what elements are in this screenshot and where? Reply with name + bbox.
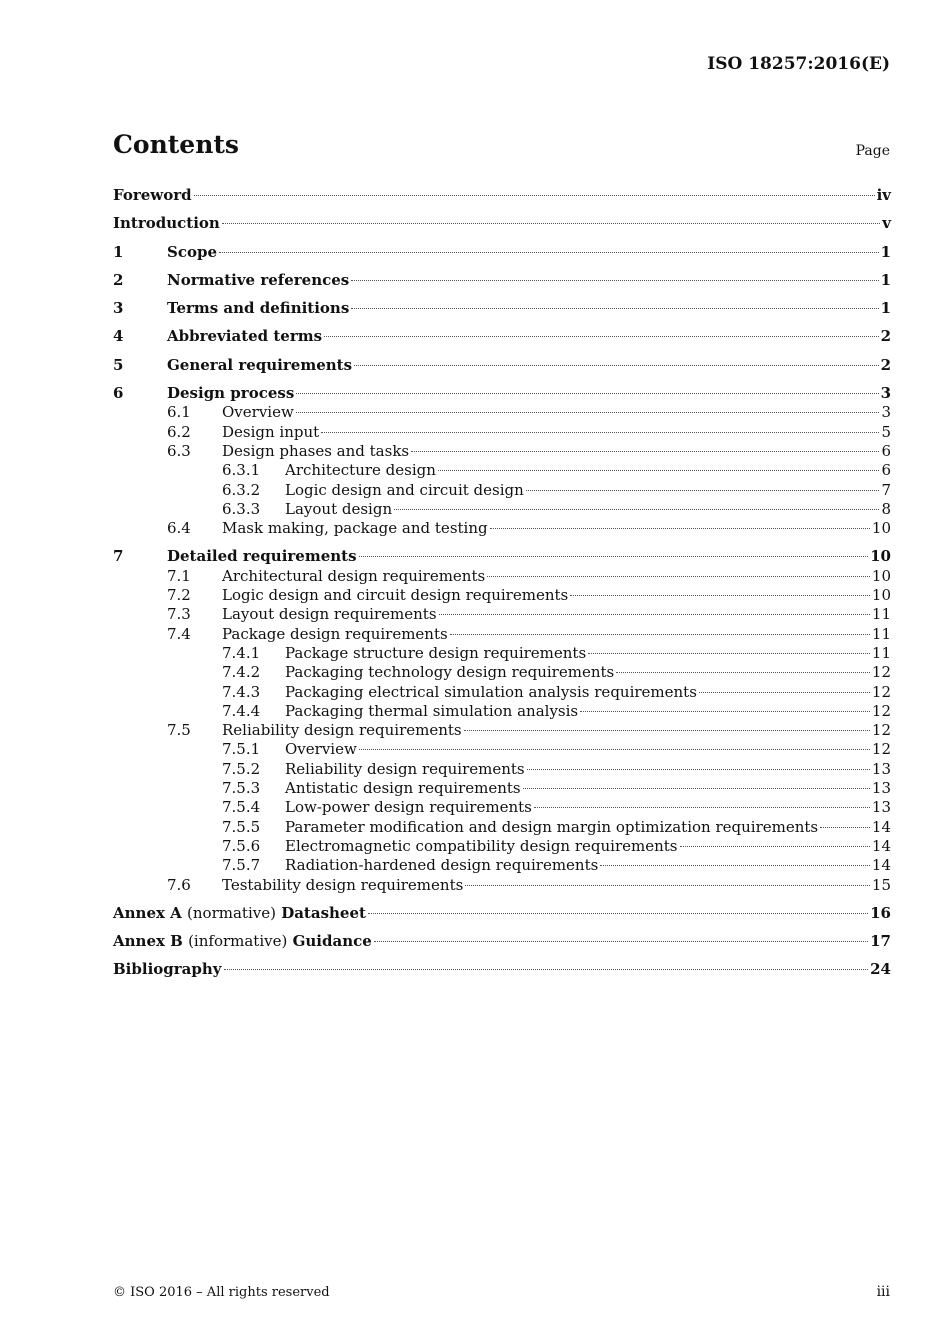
toc-entry-title <box>285 760 525 779</box>
toc-entry[interactable] <box>113 186 891 205</box>
dot-leader <box>359 556 869 557</box>
dot-leader <box>464 730 870 731</box>
toc-entry-page: 11 <box>871 643 891 662</box>
toc-entry-annex-type: (informative) <box>188 932 288 951</box>
toc-entry-number: 7.4.4 <box>222 701 261 720</box>
toc-entry-title-text: Architectural design requirements <box>222 566 486 585</box>
toc-entry-title <box>222 567 485 586</box>
toc-entry-page: 13 <box>871 779 891 798</box>
toc-entry-annex-type: (normative) <box>187 903 276 922</box>
toc-entry-number: 7.4.1 <box>222 643 261 662</box>
toc-entry-page: 13 <box>871 798 891 817</box>
dot-leader <box>450 634 870 635</box>
toc-entry-number: 5 <box>113 355 124 374</box>
toc-entry-number: 6.4 <box>167 519 191 538</box>
dot-leader <box>351 280 878 281</box>
dot-leader <box>224 969 869 970</box>
toc-entry-title <box>167 243 217 262</box>
toc-entry-title <box>222 721 462 740</box>
dot-leader <box>359 749 870 750</box>
toc-entry-title-text: Testability design requirements <box>222 875 464 894</box>
toc-entry-page: 10 <box>870 547 891 566</box>
toc-entry[interactable] <box>113 895 891 923</box>
toc-entry-title <box>167 271 349 290</box>
toc-entry-page: 8 <box>881 499 891 518</box>
toc-entry-number: 7.5.7 <box>222 856 261 875</box>
toc-entry[interactable] <box>113 856 891 875</box>
dot-leader <box>534 807 870 808</box>
toc-entry[interactable] <box>113 423 891 442</box>
toc-entry[interactable] <box>113 347 891 375</box>
toc-entry-number: 1 <box>113 242 124 261</box>
toc-entry[interactable] <box>113 318 891 346</box>
dot-leader <box>394 509 879 510</box>
toc-entry-number: 7 <box>113 547 124 566</box>
document-id: ISO 18257:2016(E) <box>707 54 890 74</box>
toc-entry-number: 7.2 <box>167 586 191 605</box>
toc-entry[interactable] <box>113 262 891 290</box>
page-column-label: Page <box>855 143 890 159</box>
toc-entry-title-text: Introduction <box>113 214 220 233</box>
toc-entry-number: 7.5.5 <box>222 817 261 836</box>
toc-entry[interactable] <box>113 663 891 682</box>
dot-leader <box>588 653 870 654</box>
dot-leader <box>219 252 879 253</box>
toc-entry-title-text: Parameter modification and design margin optimization requirements <box>285 817 819 836</box>
toc-entry-page: 12 <box>871 682 891 701</box>
toc-entry[interactable] <box>113 876 891 895</box>
toc-entry-title-text: Packaging technology design requirements <box>285 663 615 682</box>
toc-entry-title <box>113 904 366 923</box>
dot-leader <box>194 195 875 196</box>
toc-entry-page: 2 <box>880 355 891 374</box>
toc-entry-title-text: Reliability design requirements <box>285 759 525 778</box>
toc-entry-number: 6.2 <box>167 422 191 441</box>
toc-entry-title-text: Logic design and circuit design <box>285 480 524 499</box>
toc-entry-number: 7.3 <box>167 605 191 624</box>
toc-entry-page: 14 <box>871 856 891 875</box>
page-number: iii <box>876 1284 890 1300</box>
dot-leader <box>296 412 880 413</box>
toc-entry-title <box>285 856 598 875</box>
toc-entry[interactable] <box>113 403 891 422</box>
toc-entry-title <box>167 299 349 318</box>
toc-entry-page: 3 <box>881 403 891 422</box>
toc-entry[interactable] <box>113 290 891 318</box>
toc-entry[interactable] <box>113 481 891 500</box>
toc-entry-title <box>285 702 578 721</box>
toc-entry[interactable] <box>113 644 891 663</box>
dot-leader <box>600 865 870 866</box>
dot-leader <box>699 692 870 693</box>
dot-leader <box>374 941 868 942</box>
toc-entry-page: 12 <box>871 701 891 720</box>
toc-entry-page: 5 <box>881 422 891 441</box>
toc-entry-page: 24 <box>870 960 891 979</box>
toc-entry-number: 7.6 <box>167 875 191 894</box>
toc-entry-page: 14 <box>871 817 891 836</box>
toc-entry-title <box>285 798 532 817</box>
toc-entry-number: 7.4.2 <box>222 663 261 682</box>
toc-entry[interactable] <box>113 923 891 951</box>
dot-leader <box>321 432 879 433</box>
toc-entry-title-text: Reliability design requirements <box>222 721 462 740</box>
toc-entry[interactable] <box>113 234 891 262</box>
toc-entry[interactable] <box>113 798 891 817</box>
toc-entry-page: 11 <box>871 624 891 643</box>
dot-leader <box>526 490 880 491</box>
toc-entry-title-text: Annex B <box>113 932 183 951</box>
dot-leader <box>527 769 870 770</box>
toc-entry-annex-title: Datasheet <box>281 903 366 922</box>
toc-entry-number: 7.5.1 <box>222 740 261 759</box>
toc-entry-page: 17 <box>870 932 891 951</box>
toc-entry-page: 6 <box>881 441 891 460</box>
toc-entry[interactable] <box>113 375 891 403</box>
toc-entry-title <box>113 932 372 951</box>
dot-leader <box>296 393 878 394</box>
toc-entry-number: 7.5 <box>167 721 191 740</box>
dot-leader <box>820 827 870 828</box>
toc-entry-page: iv <box>876 186 891 204</box>
toc-entry-title-text: Abbreviated terms <box>167 327 323 346</box>
toc-entry-title <box>285 481 524 500</box>
toc-entry-number: 6.1 <box>167 403 191 422</box>
toc-entry-page: 1 <box>880 242 891 261</box>
toc-entry[interactable] <box>113 605 891 624</box>
dot-leader <box>523 788 870 789</box>
toc-entry-title-text: Design input <box>222 422 320 441</box>
toc-entry-page: 12 <box>871 663 891 682</box>
toc-entry-title <box>167 356 352 375</box>
toc-entry-title <box>222 625 448 644</box>
toc-entry-title-text: Architecture design <box>285 461 436 480</box>
toc-entry-title-text: Radiation-hardened design requirements <box>285 856 599 875</box>
dot-leader <box>580 711 870 712</box>
toc-entry-page: 3 <box>880 384 891 403</box>
toc-entry-page: 16 <box>870 903 891 922</box>
toc-entry-title <box>285 644 586 663</box>
toc-entry[interactable] <box>113 500 891 519</box>
page-title: Contents <box>113 130 240 159</box>
toc-entry[interactable] <box>113 519 891 538</box>
toc-entry-page: v <box>882 214 891 233</box>
dot-leader <box>368 913 868 914</box>
toc-entry-title-text: Packaging electrical simulation analysis requirements <box>285 682 697 701</box>
toc-entry-title <box>113 186 192 205</box>
toc-entry-title-text: Overview <box>222 403 294 422</box>
toc-entry-title <box>285 683 697 702</box>
toc-entry-title-text: Annex A <box>113 903 182 922</box>
toc-entry-title <box>222 442 409 461</box>
toc-entry-page: 10 <box>871 519 891 538</box>
table-of-contents <box>113 186 891 980</box>
toc-entry-number: 6 <box>113 384 124 403</box>
toc-entry-title-text: Detailed requirements <box>167 547 357 566</box>
toc-entry-title <box>285 500 392 519</box>
toc-entry-title-text: Electromagnetic compatibility design requirements <box>285 836 678 855</box>
toc-entry-number: 7.1 <box>167 566 191 585</box>
toc-entry-title <box>222 403 294 422</box>
toc-entry[interactable] <box>113 567 891 586</box>
toc-entry[interactable] <box>113 837 891 856</box>
toc-entry-title <box>222 586 568 605</box>
dot-leader <box>465 885 870 886</box>
toc-entry-title <box>285 837 678 856</box>
toc-entry-number: 7.5.2 <box>222 759 261 778</box>
toc-entry[interactable] <box>113 442 891 461</box>
copyright-notice: © ISO 2016 – All rights reserved <box>113 1285 330 1300</box>
toc-entry-annex-title: Guidance <box>292 932 372 951</box>
dot-leader <box>570 595 870 596</box>
toc-entry-title-text: Logic design and circuit design requirements <box>222 586 569 605</box>
toc-entry[interactable] <box>113 702 891 721</box>
toc-entry-number: 7.5.6 <box>222 836 261 855</box>
toc-entry-page: 7 <box>881 480 891 499</box>
toc-entry[interactable] <box>113 760 891 779</box>
toc-entry-title <box>167 384 294 403</box>
toc-entry-title <box>113 214 220 233</box>
toc-entry-title <box>222 876 463 895</box>
toc-entry-title-text: Foreword <box>113 186 192 204</box>
toc-entry-page: 1 <box>880 299 891 318</box>
toc-entry[interactable] <box>113 683 891 702</box>
dot-leader <box>487 576 870 577</box>
toc-entry[interactable] <box>113 779 891 798</box>
toc-entry-title <box>222 605 437 624</box>
toc-entry-title-text: Design process <box>167 384 295 403</box>
dot-leader <box>680 846 870 847</box>
toc-entry-title <box>167 327 322 346</box>
toc-entry-title <box>222 519 488 538</box>
toc-entry[interactable] <box>113 538 891 566</box>
toc-entry-title-text: Terms and definitions <box>167 299 350 318</box>
toc-entry[interactable] <box>113 818 891 837</box>
toc-entry-title <box>285 740 357 759</box>
toc-entry-title-text: Antistatic design requirements <box>285 779 521 798</box>
toc-entry-title <box>285 663 614 682</box>
toc-entry[interactable] <box>113 740 891 759</box>
toc-entry-title-text: Layout design requirements <box>222 605 437 624</box>
toc-entry-number: 4 <box>113 327 124 346</box>
toc-entry-number: 6.3.2 <box>222 480 261 499</box>
dot-leader <box>490 528 870 529</box>
toc-entry-title-text: Design phases and tasks <box>222 441 410 460</box>
toc-entry-number: 7.4.3 <box>222 682 261 701</box>
dot-leader <box>439 614 870 615</box>
toc-entry-title-text: Overview <box>285 740 357 759</box>
dot-leader <box>351 308 878 309</box>
toc-entry-page: 12 <box>871 721 891 740</box>
toc-entry-number: 3 <box>113 299 124 318</box>
toc-entry-page: 13 <box>871 759 891 778</box>
toc-entry-title-text: Package structure design requirements <box>285 643 587 662</box>
toc-entry-title-text: Package design requirements <box>222 624 448 643</box>
toc-entry-number: 2 <box>113 270 124 289</box>
toc-entry-number: 7.4 <box>167 624 191 643</box>
toc-entry-title <box>113 960 222 979</box>
toc-entry-title <box>167 547 357 566</box>
dot-leader <box>616 672 870 673</box>
toc-entry[interactable] <box>113 461 891 480</box>
dot-leader <box>411 451 879 452</box>
toc-entry-page: 6 <box>881 461 891 480</box>
toc-entry-number: 6.3.1 <box>222 461 261 480</box>
dot-leader <box>354 365 879 366</box>
dot-leader <box>324 336 878 337</box>
toc-entry-title-text: Normative references <box>167 270 350 289</box>
toc-entry-title-text: General requirements <box>167 355 353 374</box>
dot-leader <box>222 223 880 224</box>
toc-entry-page: 10 <box>871 566 891 585</box>
toc-entry-title-text: Layout design <box>285 499 393 518</box>
toc-entry-title <box>285 461 436 480</box>
toc-entry[interactable] <box>113 625 891 644</box>
toc-entry-title-text: Packaging thermal simulation analysis <box>285 701 579 720</box>
toc-entry[interactable] <box>113 586 891 605</box>
toc-entry-page: 12 <box>871 740 891 759</box>
toc-entry-page: 15 <box>871 875 891 894</box>
toc-entry-page: 11 <box>871 605 891 624</box>
toc-entry[interactable] <box>113 721 891 740</box>
toc-entry-title-text: Scope <box>167 242 218 261</box>
toc-entry-title <box>285 818 818 837</box>
toc-entry-page: 2 <box>880 327 891 346</box>
toc-entry-title <box>222 423 319 442</box>
toc-entry-title-text: Bibliography <box>113 960 222 979</box>
toc-entry-number: 7.5.3 <box>222 779 261 798</box>
toc-entry-title-text: Low-power design requirements <box>285 798 532 817</box>
dot-leader <box>438 470 880 471</box>
toc-entry-number: 6.3.3 <box>222 499 261 518</box>
toc-entry-page: 14 <box>871 836 891 855</box>
toc-entry-number: 7.5.4 <box>222 798 261 817</box>
toc-entry-page: 10 <box>871 586 891 605</box>
toc-entry[interactable] <box>113 951 891 979</box>
toc-entry[interactable] <box>113 205 891 233</box>
toc-entry-title-text: Mask making, package and testing <box>222 519 488 538</box>
toc-entry-page: 1 <box>880 270 891 289</box>
toc-entry-number: 6.3 <box>167 441 191 460</box>
toc-entry-title <box>285 779 521 798</box>
